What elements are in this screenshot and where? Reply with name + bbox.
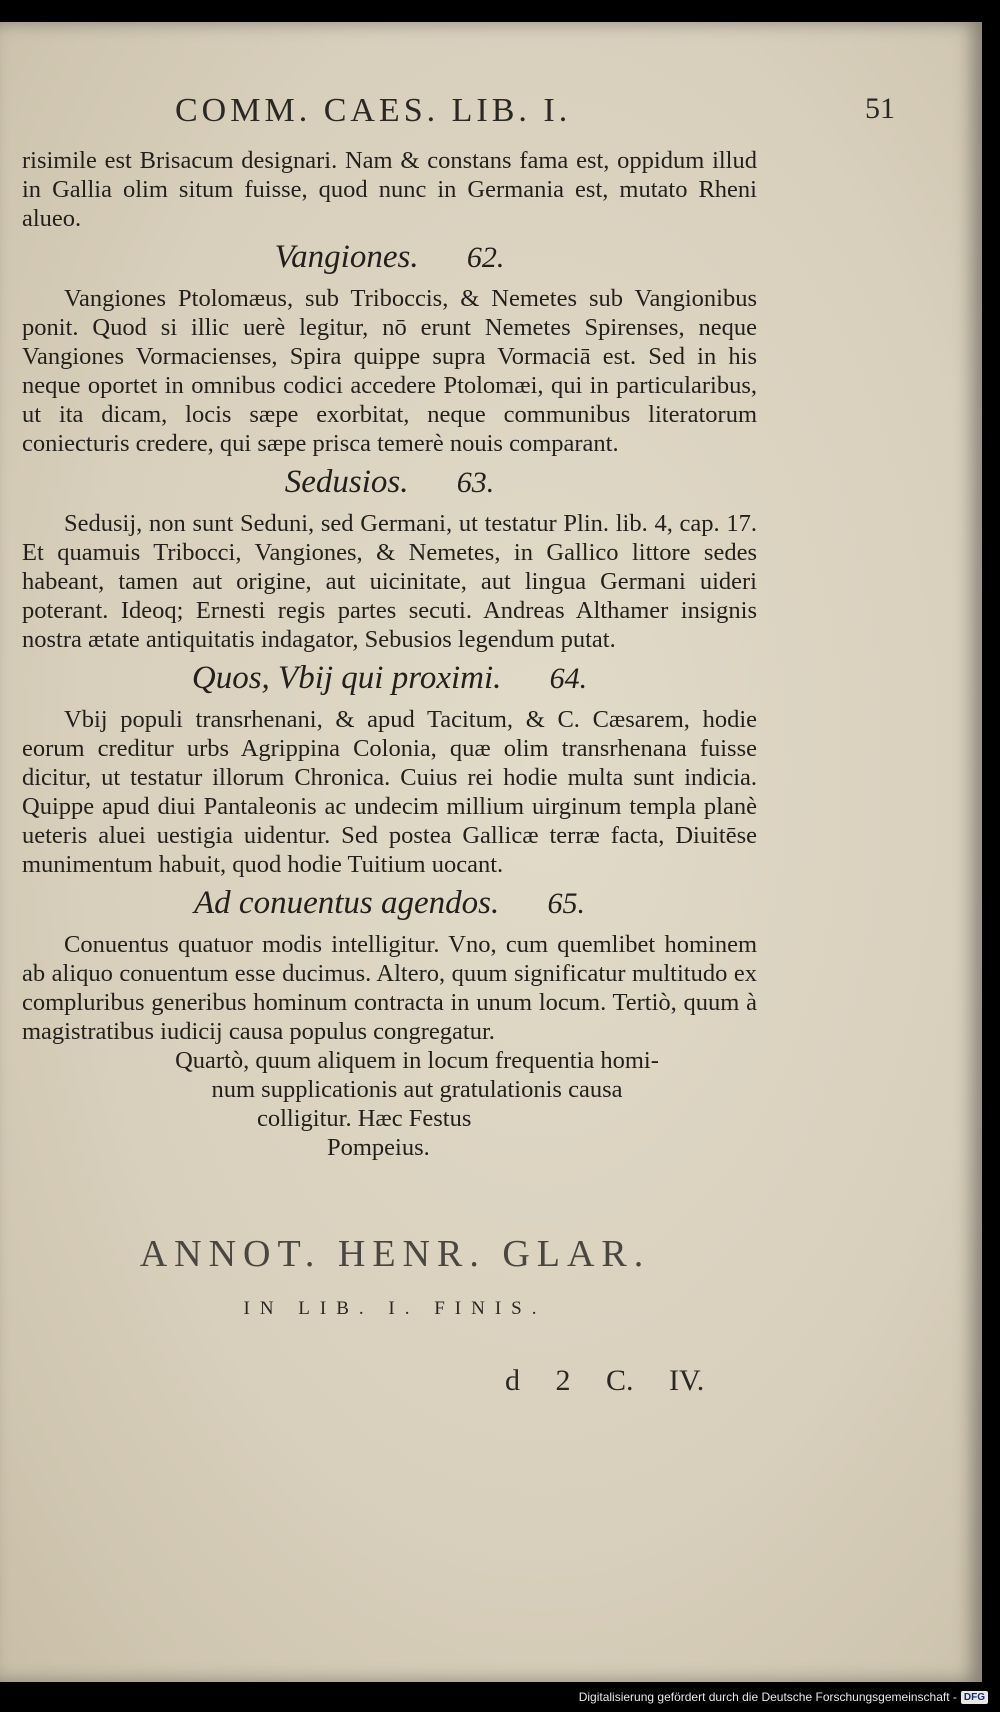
credit-text: Digitalisierung gefördert durch die Deutsche Forschungsgemeinschaft - [578, 1690, 957, 1704]
tapered-line: num supplicationis aut gratulationis causa [211, 1076, 623, 1103]
commentary-paragraph: Vbij populi transrhenani, & apud Tacitum, & C. Cæsarem, hodie eorum creditur urbs Agrippina Colonia, quæ olim transrhenana fuisse dicitur, ut testatur illorum Chronica. Cuius rei hodie multa sunt indicia. Quippe apud diui Pantaleonis ac undecim millium uirginum templa planè ueteris aluei uestigia uidentur. Sed postea Gallicæ terræ facta, Diuitēse munimentum habuit, quod hodie Tuitium uocant. [22, 706, 757, 878]
commentary-paragraph: Vangiones Ptolomæus, sub Triboccis, & Nemetes sub Vangionibus ponit. Quod si illic uerè legitur, nō erunt Nemetes Spirenses, neque Vangiones Vormacienses, Spira quippe supra Vormaciā est. Sed in his neque oportet in omnibus codici accedere Ptolomæi, qui in particularibus, ut ita dicam, locis sæpe exorbitat, neque communibus literatorum coniecturis credere, qui sæpe prisca temerè nouis comparant. [22, 285, 757, 457]
lemma-number: 62. [466, 241, 505, 274]
lemma-text: Sedusios. [284, 464, 409, 500]
commentary-paragraph: Conuentus quatuor modis intelligitur. Vno, cum quemlibet hominem ab aliquo conuentum esse ducimus. Altero, quum significatur multitudo ex compluribus generibus hominum contracta in unum locum. Tertiò, quum à magistratibus iudicij causa populus congregatur. [22, 931, 757, 1045]
commentary-paragraph: Sedusij, non sunt Seduni, sed Germani, ut testatur Plin. lib. 4, cap. 17. Et quamuis Tribocci, Vangiones, & Nemetes, in Gallico littore sedes habeant, tamen aut origine, aut uicinitate, aut lingua Germani uideri poterant. Ideoq; Ernesti regis partes secuti. Andreas Althamer insignis nostra ætate antiquitatis indagator, Sebusios legendum putat. [22, 510, 757, 653]
lemma-number: 64. [549, 662, 588, 695]
running-head [175, 92, 895, 142]
colophon-line-2: IN LIB. I. FINIS. [243, 1298, 547, 1319]
body-text [22, 146, 757, 1162]
tapered-line: colligitur. Hæc Festus [257, 1105, 472, 1132]
lemma-number: 65. [547, 887, 585, 920]
colophon [115, 1232, 675, 1320]
paragraph-continuation: risimile est Brisacum designari. Nam & constans fama est, oppidum illud in Gallia olim situm fuisse, quod nunc in Germania est, mutato Rheni alueo. [22, 147, 757, 232]
lemma-heading-65 [22, 883, 757, 924]
tapered-line: Pompeius. [327, 1134, 430, 1161]
lemma-text: Vangiones. [274, 239, 419, 275]
lemma-text: Quos, Vbij qui proximi. [191, 660, 502, 696]
colophon-line-1: ANNOT. HENR. GLAR. [139, 1233, 651, 1275]
lemma-heading-63 [22, 462, 757, 503]
signature-mark: d 2 C. IV. [505, 1364, 705, 1397]
digitization-credit [579, 1688, 988, 1706]
running-head-title: COMM. CAES. LIB. I. [175, 92, 572, 129]
tapered-line: Quartò, quum aliquem in locum frequentia homi- [175, 1047, 659, 1074]
lemma-text: Ad conuentus agendos. [194, 885, 500, 921]
lemma-number: 63. [456, 466, 495, 499]
lemma-heading-62 [22, 237, 757, 278]
lemma-heading-64 [22, 658, 757, 699]
page-number: 51 [865, 92, 895, 125]
dfg-logo: DFG [961, 1691, 988, 1704]
